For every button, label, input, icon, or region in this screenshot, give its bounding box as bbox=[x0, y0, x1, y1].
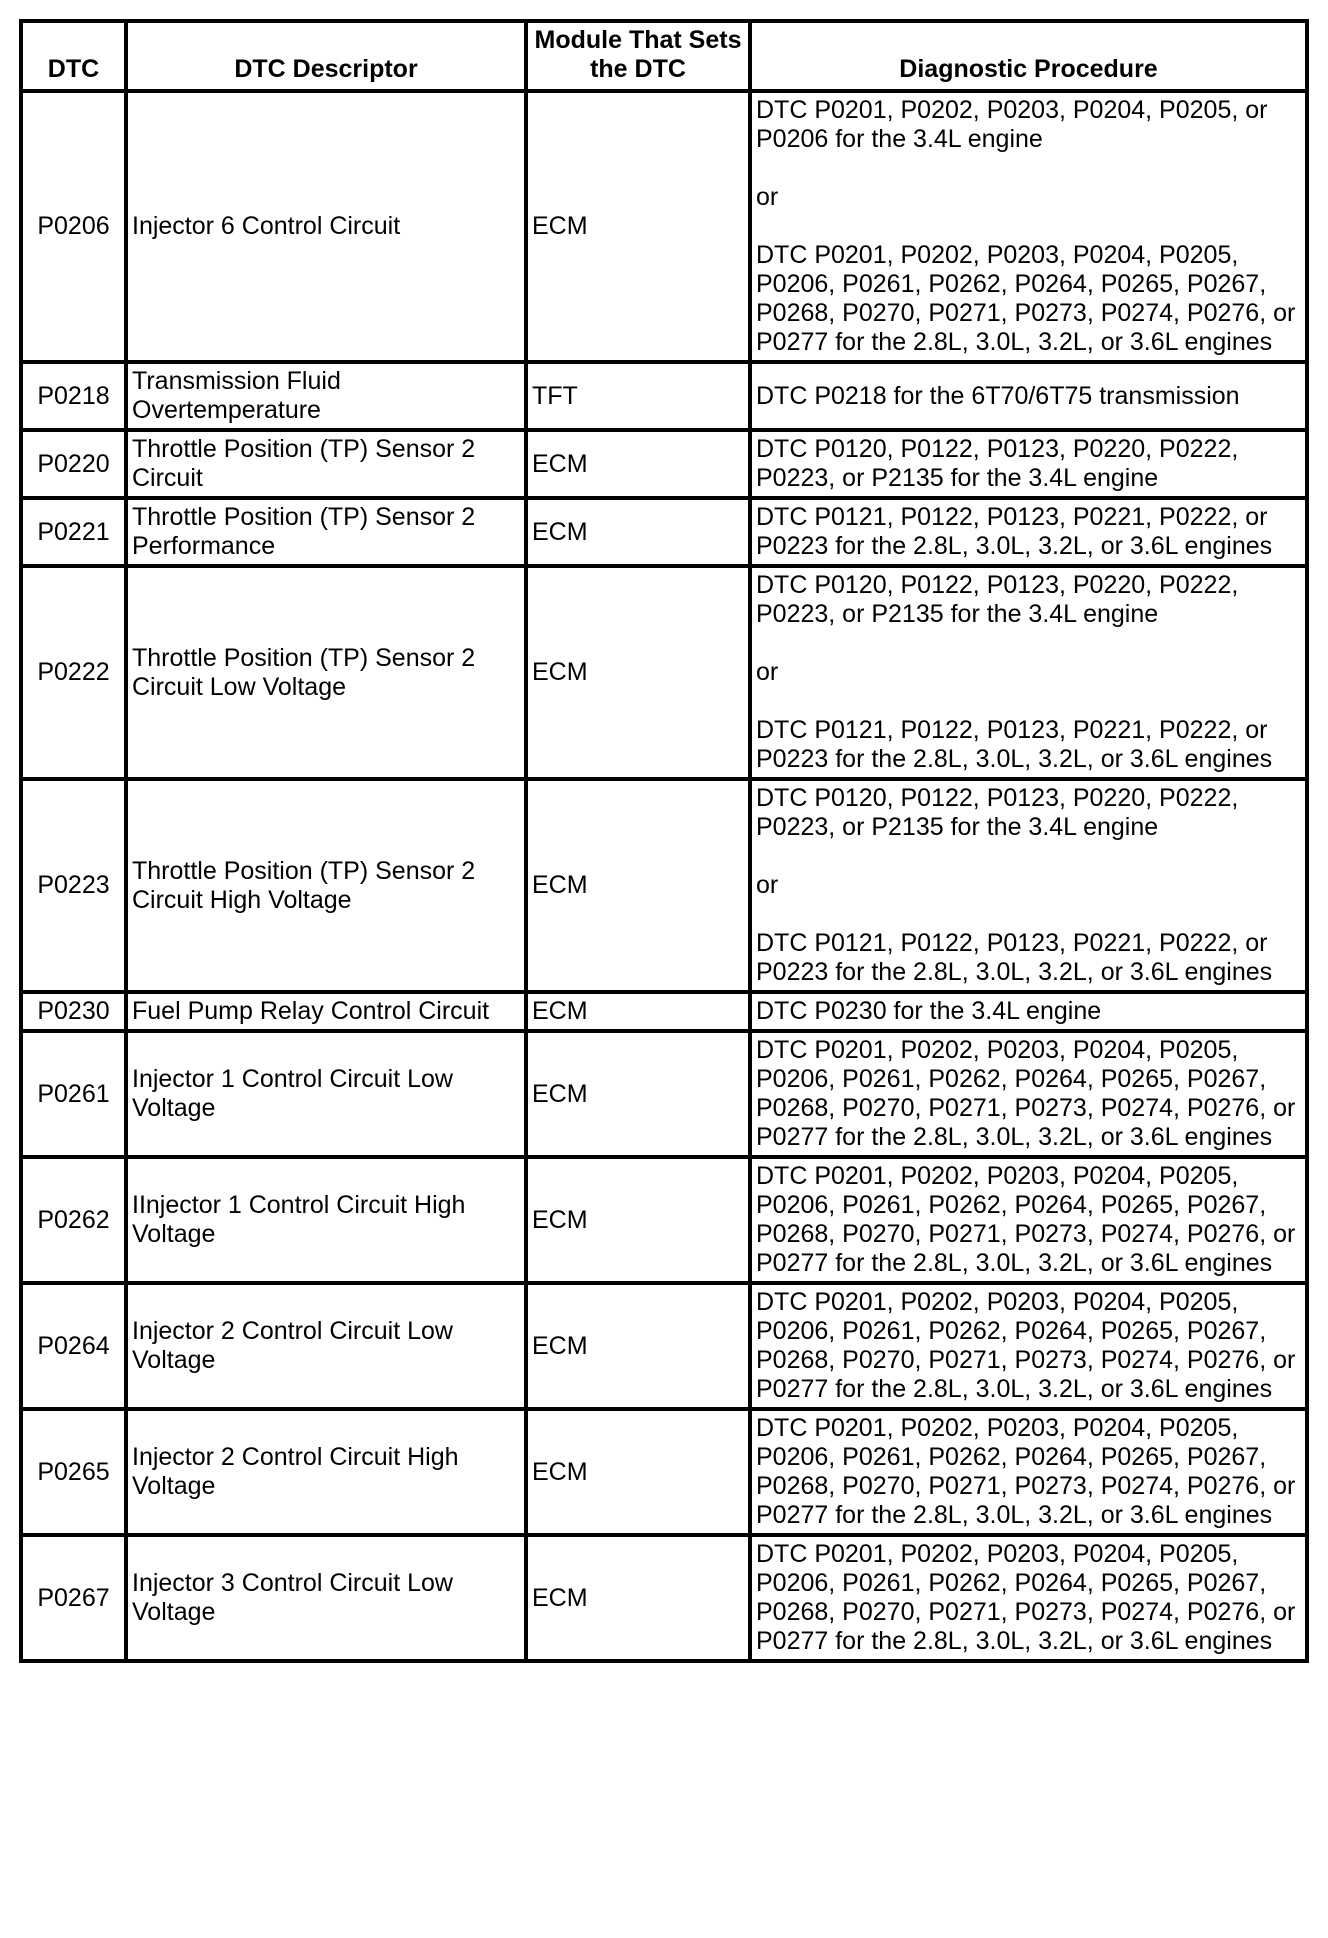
table-row bbox=[21, 498, 1307, 566]
table-row bbox=[21, 992, 1307, 1031]
dtc-descriptor: Injector 2 Control Circuit High Voltage bbox=[126, 1409, 526, 1535]
procedure-paragraph: DTC P0121, P0122, P0123, P0221, P0222, or P0223 for the 2.8L, 3.0L, 3.2L, or 3.6L engines bbox=[756, 929, 1273, 986]
diagnostic-procedure bbox=[750, 362, 1307, 430]
diagnostic-procedure bbox=[750, 1535, 1307, 1661]
module: ECM bbox=[526, 1535, 750, 1661]
module: ECM bbox=[526, 1157, 750, 1283]
dtc-descriptor: Throttle Position (TP) Sensor 2 Performance bbox=[126, 498, 526, 566]
procedure-paragraph: DTC P0120, P0122, P0123, P0220, P0222, P0223, or P2135 for the 3.4L engine bbox=[756, 784, 1239, 841]
module: ECM bbox=[526, 779, 750, 992]
dtc-descriptor: Injector 1 Control Circuit Low Voltage bbox=[126, 1031, 526, 1157]
module: ECM bbox=[526, 566, 750, 779]
diagnostic-procedure bbox=[750, 779, 1307, 992]
table-row bbox=[21, 566, 1307, 779]
dtc-code: P0267 bbox=[21, 1535, 126, 1661]
table-row bbox=[21, 1031, 1307, 1157]
diagnostic-procedure bbox=[750, 1283, 1307, 1409]
dtc-code: P0218 bbox=[21, 362, 126, 430]
table-row bbox=[21, 430, 1307, 498]
dtc-descriptor: IInjector 1 Control Circuit High Voltage bbox=[126, 1157, 526, 1283]
table-row bbox=[21, 1535, 1307, 1661]
diagnostic-procedure bbox=[750, 1031, 1307, 1157]
dtc-descriptor: Throttle Position (TP) Sensor 2 Circuit High Voltage bbox=[126, 779, 526, 992]
module: ECM bbox=[526, 91, 750, 362]
procedure-paragraph: or bbox=[756, 658, 779, 686]
module: ECM bbox=[526, 498, 750, 566]
procedure-paragraph: DTC P0121, P0122, P0123, P0221, P0222, or P0223 for the 2.8L, 3.0L, 3.2L, or 3.6L engines bbox=[756, 716, 1273, 773]
diagnostic-procedure bbox=[750, 430, 1307, 498]
diagnostic-procedure bbox=[750, 1157, 1307, 1283]
dtc-code: P0222 bbox=[21, 566, 126, 779]
dtc-table bbox=[19, 19, 1309, 1663]
diagnostic-procedure bbox=[750, 992, 1307, 1031]
module: ECM bbox=[526, 1283, 750, 1409]
dtc-code: P0221 bbox=[21, 498, 126, 566]
dtc-code: P0265 bbox=[21, 1409, 126, 1535]
dtc-descriptor: Fuel Pump Relay Control Circuit bbox=[126, 992, 526, 1031]
dtc-descriptor: Injector 3 Control Circuit Low Voltage bbox=[126, 1535, 526, 1661]
procedure-paragraph: DTC P0201, P0202, P0203, P0204, P0205, P0206, P0261, P0262, P0264, P0265, P0267, P0268, P0270, P0271, P0273, P0274, P0276, or P0277 for the 2.8L, 3.0L, 3.2L, or 3.6L engines bbox=[756, 1540, 1296, 1655]
dtc-descriptor: Throttle Position (TP) Sensor 2 Circuit Low Voltage bbox=[126, 566, 526, 779]
diagnostic-procedure bbox=[750, 566, 1307, 779]
table-row bbox=[21, 779, 1307, 992]
procedure-paragraph: DTC P0201, P0202, P0203, P0204, P0205, P0206, P0261, P0262, P0264, P0265, P0267, P0268, P0270, P0271, P0273, P0274, P0276, or P0277 for the 2.8L, 3.0L, 3.2L, or 3.6L engines bbox=[756, 1288, 1296, 1403]
module: ECM bbox=[526, 430, 750, 498]
dtc-code: P0230 bbox=[21, 992, 126, 1031]
header-descriptor: DTC Descriptor bbox=[126, 21, 526, 91]
dtc-code: P0220 bbox=[21, 430, 126, 498]
module: TFT bbox=[526, 362, 750, 430]
procedure-paragraph: DTC P0201, P0202, P0203, P0204, P0205, P0206, P0261, P0262, P0264, P0265, P0267, P0268, P0270, P0271, P0273, P0274, P0276, or P0277 for the 2.8L, 3.0L, 3.2L, or 3.6L engines bbox=[756, 1414, 1296, 1529]
procedure-paragraph: DTC P0120, P0122, P0123, P0220, P0222, P0223, or P2135 for the 3.4L engine bbox=[756, 571, 1239, 628]
dtc-code: P0262 bbox=[21, 1157, 126, 1283]
procedure-paragraph: DTC P0218 for the 6T70/6T75 transmission bbox=[756, 381, 1240, 410]
table-header-row bbox=[21, 21, 1307, 91]
diagnostic-procedure bbox=[750, 1409, 1307, 1535]
procedure-paragraph: DTC P0230 for the 3.4L engine bbox=[756, 997, 1102, 1025]
dtc-code: P0206 bbox=[21, 91, 126, 362]
module: ECM bbox=[526, 1031, 750, 1157]
dtc-descriptor: Injector 6 Control Circuit bbox=[126, 91, 526, 362]
procedure-paragraph: DTC P0121, P0122, P0123, P0221, P0222, or P0223 for the 2.8L, 3.0L, 3.2L, or 3.6L engines bbox=[756, 503, 1273, 560]
table-row bbox=[21, 1157, 1307, 1283]
diagnostic-procedure bbox=[750, 498, 1307, 566]
dtc-descriptor: Throttle Position (TP) Sensor 2 Circuit bbox=[126, 430, 526, 498]
procedure-paragraph: DTC P0201, P0202, P0203, P0204, P0205, P0206, P0261, P0262, P0264, P0265, P0267, P0268, P0270, P0271, P0273, P0274, P0276, or P0277 for the 2.8L, 3.0L, 3.2L, or 3.6L engines bbox=[756, 241, 1296, 356]
procedure-paragraph: or bbox=[756, 871, 779, 899]
table-row bbox=[21, 91, 1307, 362]
table-row bbox=[21, 362, 1307, 430]
procedure-paragraph: DTC P0201, P0202, P0203, P0204, P0205, P0206, P0261, P0262, P0264, P0265, P0267, P0268, P0270, P0271, P0273, P0274, P0276, or P0277 for the 2.8L, 3.0L, 3.2L, or 3.6L engines bbox=[756, 1036, 1296, 1151]
header-module: Module That Sets the DTC bbox=[526, 21, 750, 91]
procedure-paragraph: DTC P0201, P0202, P0203, P0204, P0205, or P0206 for the 3.4L engine bbox=[756, 96, 1268, 153]
dtc-code: P0264 bbox=[21, 1283, 126, 1409]
dtc-descriptor: Transmission Fluid Overtemperature bbox=[126, 362, 526, 430]
dtc-code: P0261 bbox=[21, 1031, 126, 1157]
module: ECM bbox=[526, 1409, 750, 1535]
header-dtc: DTC bbox=[21, 21, 126, 91]
module: ECM bbox=[526, 992, 750, 1031]
procedure-paragraph: DTC P0120, P0122, P0123, P0220, P0222, P0223, or P2135 for the 3.4L engine bbox=[756, 435, 1239, 492]
header-procedure: Diagnostic Procedure bbox=[750, 21, 1307, 91]
table-row bbox=[21, 1283, 1307, 1409]
dtc-code: P0223 bbox=[21, 779, 126, 992]
dtc-descriptor: Injector 2 Control Circuit Low Voltage bbox=[126, 1283, 526, 1409]
diagnostic-procedure bbox=[750, 91, 1307, 362]
procedure-paragraph: or bbox=[756, 183, 779, 211]
procedure-paragraph: DTC P0201, P0202, P0203, P0204, P0205, P0206, P0261, P0262, P0264, P0265, P0267, P0268, P0270, P0271, P0273, P0274, P0276, or P0277 for the 2.8L, 3.0L, 3.2L, or 3.6L engines bbox=[756, 1162, 1296, 1277]
table-row bbox=[21, 1409, 1307, 1535]
